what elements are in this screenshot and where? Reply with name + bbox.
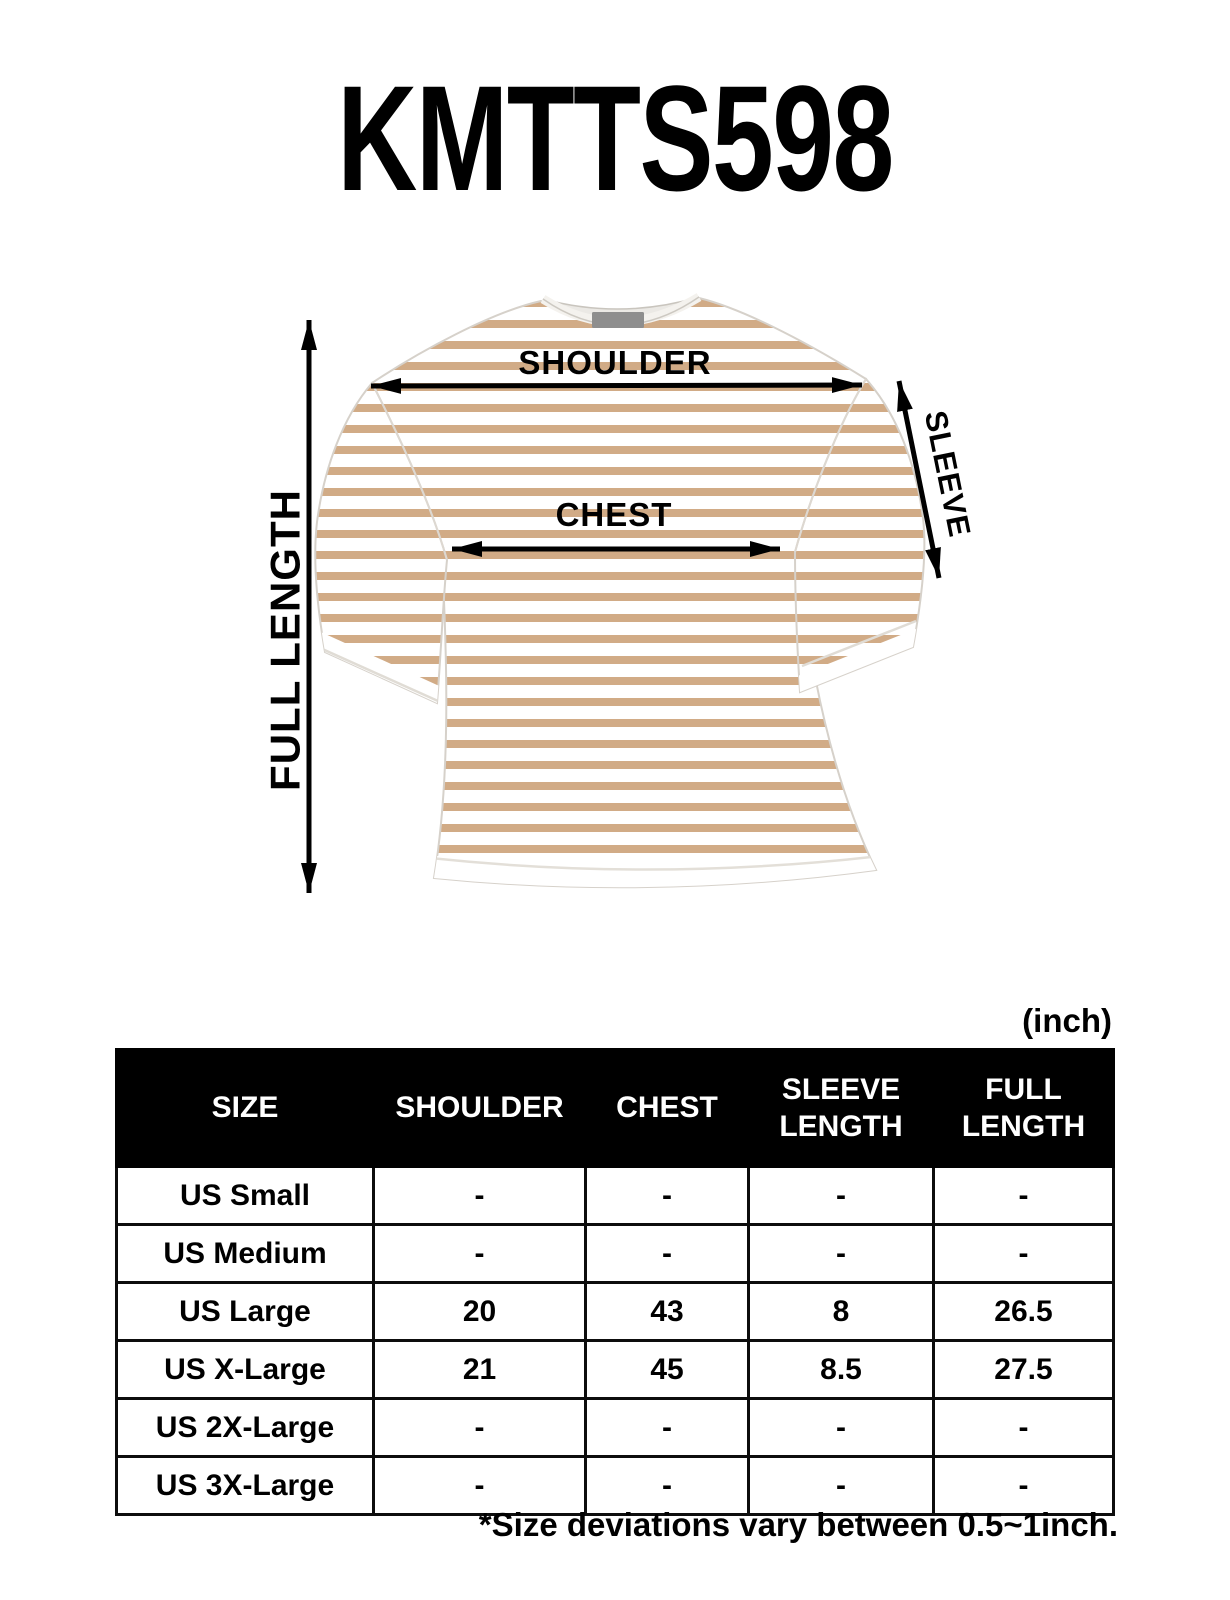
value-cell: - xyxy=(749,1167,934,1225)
value-cell: 8.5 xyxy=(749,1341,934,1399)
value-cell: - xyxy=(374,1167,586,1225)
header-cell-size: SIZE xyxy=(117,1050,374,1167)
value-cell: - xyxy=(934,1225,1114,1283)
size-cell: US 2X-Large xyxy=(117,1399,374,1457)
value-cell: 45 xyxy=(586,1341,749,1399)
collar-tag xyxy=(592,312,644,328)
value-cell: - xyxy=(586,1457,749,1515)
header-cell-full-length: FULL LENGTH xyxy=(934,1050,1114,1167)
value-cell: - xyxy=(374,1225,586,1283)
value-cell: - xyxy=(749,1225,934,1283)
value-cell: - xyxy=(586,1225,749,1283)
header-cell-shoulder: SHOULDER xyxy=(374,1050,586,1167)
table-row xyxy=(117,1167,1114,1225)
value-cell: 8 xyxy=(749,1283,934,1341)
table-row xyxy=(117,1283,1114,1341)
value-cell: - xyxy=(374,1457,586,1515)
size-table xyxy=(115,1048,1115,1516)
size-cell: US Small xyxy=(117,1167,374,1225)
size-deviation-footnote: *Size deviations vary between 0.5~1inch. xyxy=(478,1506,1118,1543)
table-row xyxy=(117,1225,1114,1283)
table-row xyxy=(117,1399,1114,1457)
value-cell: - xyxy=(934,1457,1114,1515)
table-header-row xyxy=(117,1050,1114,1167)
value-cell: - xyxy=(749,1457,934,1515)
size-cell: US 3X-Large xyxy=(117,1457,374,1515)
value-cell: - xyxy=(934,1167,1114,1225)
header-cell-chest: CHEST xyxy=(586,1050,749,1167)
value-cell: 27.5 xyxy=(934,1341,1114,1399)
chest-label: CHEST xyxy=(555,496,673,533)
value-cell: - xyxy=(374,1399,586,1457)
table-row xyxy=(117,1341,1114,1399)
value-cell: 20 xyxy=(374,1283,586,1341)
value-cell: 21 xyxy=(374,1341,586,1399)
full-length-annotation xyxy=(262,320,309,893)
size-cell: US Large xyxy=(117,1283,374,1341)
unit-label: (inch) xyxy=(1022,1002,1112,1039)
shoulder-arrow xyxy=(371,385,862,386)
value-cell: - xyxy=(934,1399,1114,1457)
sleeve-label: SLEEVE xyxy=(917,407,978,541)
header-cell-sleeve-length: SLEEVE LENGTH xyxy=(749,1050,934,1167)
size-cell: US Medium xyxy=(117,1225,374,1283)
shoulder-label: SHOULDER xyxy=(518,344,712,381)
value-cell: 26.5 xyxy=(934,1283,1114,1341)
value-cell: - xyxy=(586,1167,749,1225)
full-length-label: FULL LENGTH xyxy=(261,489,309,791)
value-cell: - xyxy=(749,1399,934,1457)
product-code-title: KMTTS598 xyxy=(337,54,893,222)
value-cell: 43 xyxy=(586,1283,749,1341)
value-cell: - xyxy=(586,1399,749,1457)
size-cell: US X-Large xyxy=(117,1341,374,1399)
